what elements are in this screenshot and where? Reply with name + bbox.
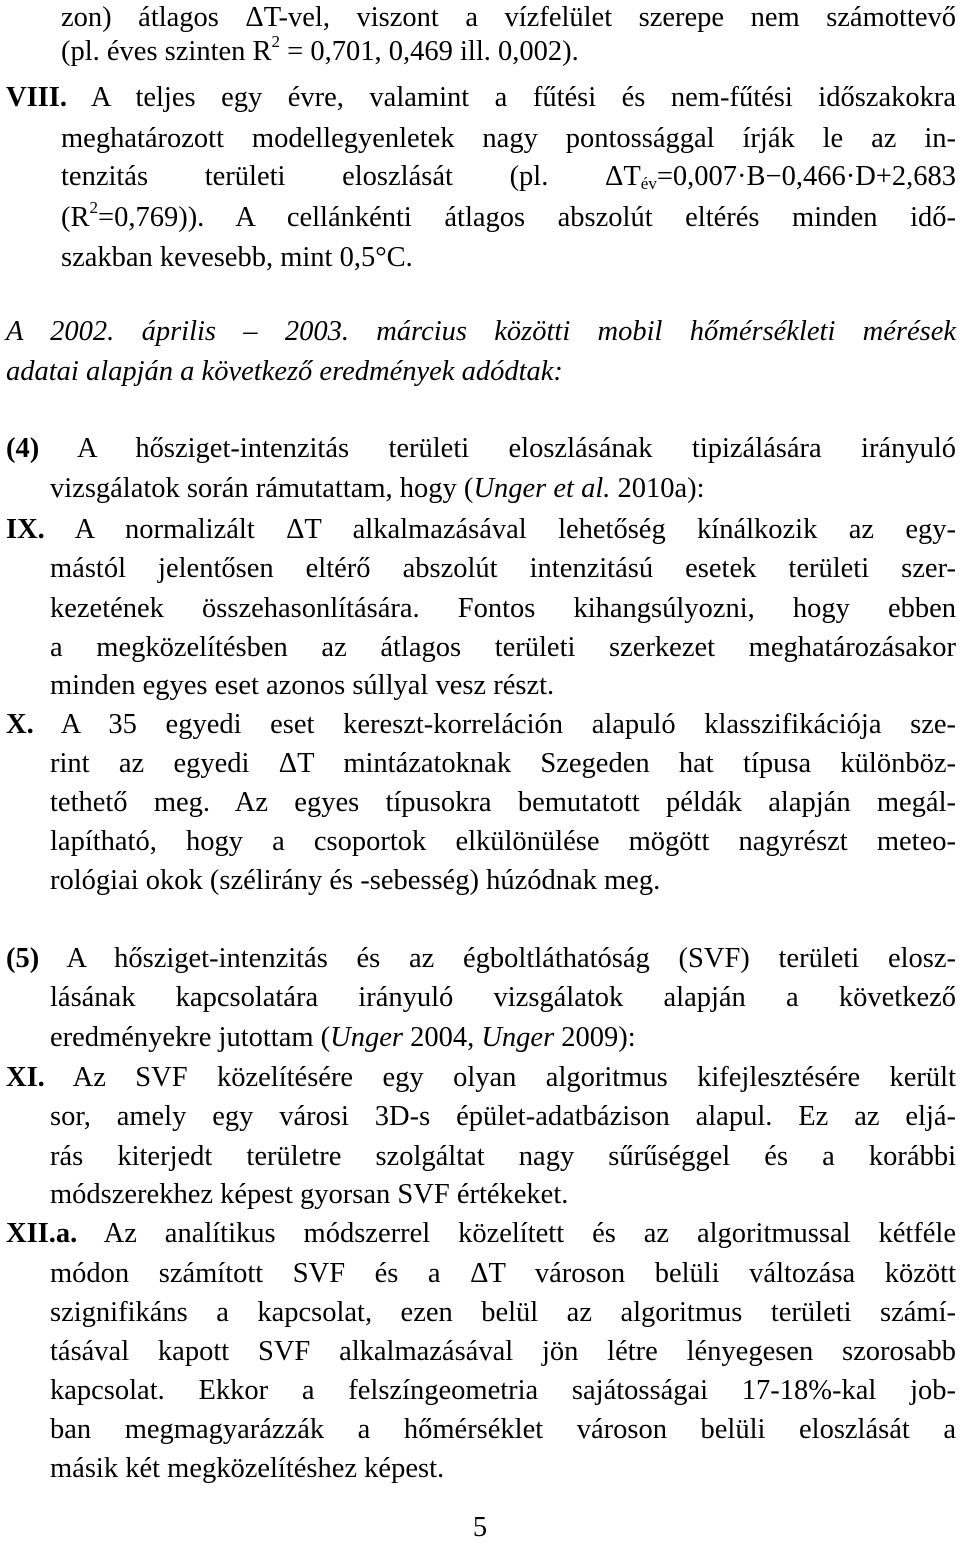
- text-line: rás kiterjedt területre szolgáltat nagy sűrűséggel és a korábbi: [50, 1141, 956, 1172]
- text-line: $(R^2=0,769)$). A cellánkénti átlagos abszolút eltérés minden idő-: [61, 198, 956, 233]
- section-4-heading: (4) A hősziget-intenzitás területi eloszlásának tipizálására irányuló: [6, 433, 956, 464]
- finding-xii-a: XII.a. Az analítikus módszerrel közelített és az algoritmussal kétféle: [6, 1218, 956, 1249]
- text-line: lásának kapcsolatára irányuló vizsgálatok alapján a következő: [50, 982, 956, 1013]
- text-line: másik két megközelítéshez képest.: [50, 1453, 445, 1484]
- page-number: 5: [472, 1512, 488, 1543]
- text-line: szakban kevesebb, mint 0,5°C.: [61, 242, 413, 273]
- text-line: zon) átlagos ΔT-vel, viszont a vízfelület szerepe nem számottevő: [61, 2, 956, 33]
- section-number: (5): [6, 943, 40, 974]
- section-number: (4): [6, 433, 40, 464]
- finding-number: XI.: [6, 1062, 45, 1093]
- text-line: (pl. éves szinten $R^2 = 0,701$, 0,469 ill. 0,002).: [61, 32, 579, 67]
- text-line: tenzitás területi eloszlását (pl. $\Delta T_{év}=0,007\cdot B-0,466\cdot D+2,683$: [61, 161, 956, 193]
- text-line: kezetének összehasonlítására. Fontos kihangsúlyozni, hogy ebben: [50, 593, 956, 624]
- text-line: tethető meg. Az egyes típusokra bemutatott példák alapján megál-: [50, 787, 956, 818]
- text-line: a megközelítésben az átlagos területi szerkezet meghatározásakor: [50, 632, 956, 663]
- finding-viii: VIII. A teljes egy évre, valamint a fűtési és nem-fűtési időszakokra: [6, 82, 956, 113]
- finding-number: IX.: [6, 514, 45, 545]
- finding-number: VIII.: [6, 82, 67, 113]
- finding-ix: IX. A normalizált ΔT alkalmazásával lehetőség kínálkozik az egy-: [6, 514, 956, 545]
- intro-line: adatai alapján a következő eredmények adódtak:: [6, 356, 563, 387]
- intro-line: A 2002. április – 2003. március közötti mobil hőmérsékleti mérések: [6, 316, 956, 347]
- text-line: vizsgálatok során rámutattam, hogy (Unger et al. 2010a):: [50, 473, 705, 504]
- text-line: meghatározott modellegyenletek nagy pontossággal írják le az in-: [61, 123, 956, 154]
- text-line: mástól jelentősen eltérő abszolút intenzitású esetek területi szer-: [50, 553, 956, 584]
- finding-x: X. A 35 egyedi eset kereszt-korreláción alapuló klasszifikációja sze-: [6, 709, 956, 740]
- text-line: eredményekre jutottam (Unger 2004, Unger 2009):: [50, 1022, 636, 1053]
- text-line: sor, amely egy városi 3D-s épület-adatbázison alapul. Ez az eljá-: [50, 1101, 956, 1132]
- text-line: lapítható, hogy a csoportok elkülönülése mögött nagyrészt meteo-: [50, 826, 956, 857]
- finding-xi: XI. Az SVF közelítésére egy olyan algoritmus kifejlesztésére került: [6, 1062, 956, 1093]
- text-line: kapcsolat. Ekkor a felszíngeometria sajátosságai 17-18%-kal job-: [50, 1375, 956, 1406]
- text-line: tásával kapott SVF alkalmazásával jön létre lényegesen szorosabb: [50, 1336, 956, 1367]
- text-line: minden egyes eset azonos súllyal vesz részt.: [50, 670, 555, 701]
- section-5-heading: (5) A hősziget-intenzitás és az égboltláthatóság (SVF) területi elosz-: [6, 943, 956, 974]
- text-line: rológiai okok (szélirány és -sebesség) húzódnak meg.: [50, 865, 661, 896]
- text-line: ban megmagyarázzák a hőmérséklet városon belüli eloszlását a: [50, 1414, 956, 1445]
- text-line: szignifikáns a kapcsolat, ezen belül az algoritmus területi számí-: [50, 1297, 956, 1328]
- finding-number: XII.a.: [6, 1218, 78, 1249]
- finding-number: X.: [6, 709, 34, 740]
- text-line: rint az egyedi ΔT mintázatoknak Szegeden hat típusa különböz-: [50, 748, 956, 779]
- text-line: módon számított SVF és a ΔT városon belüli változása között: [50, 1258, 956, 1289]
- text-line: módszerekhez képest gyorsan SVF értékeket.: [50, 1179, 569, 1210]
